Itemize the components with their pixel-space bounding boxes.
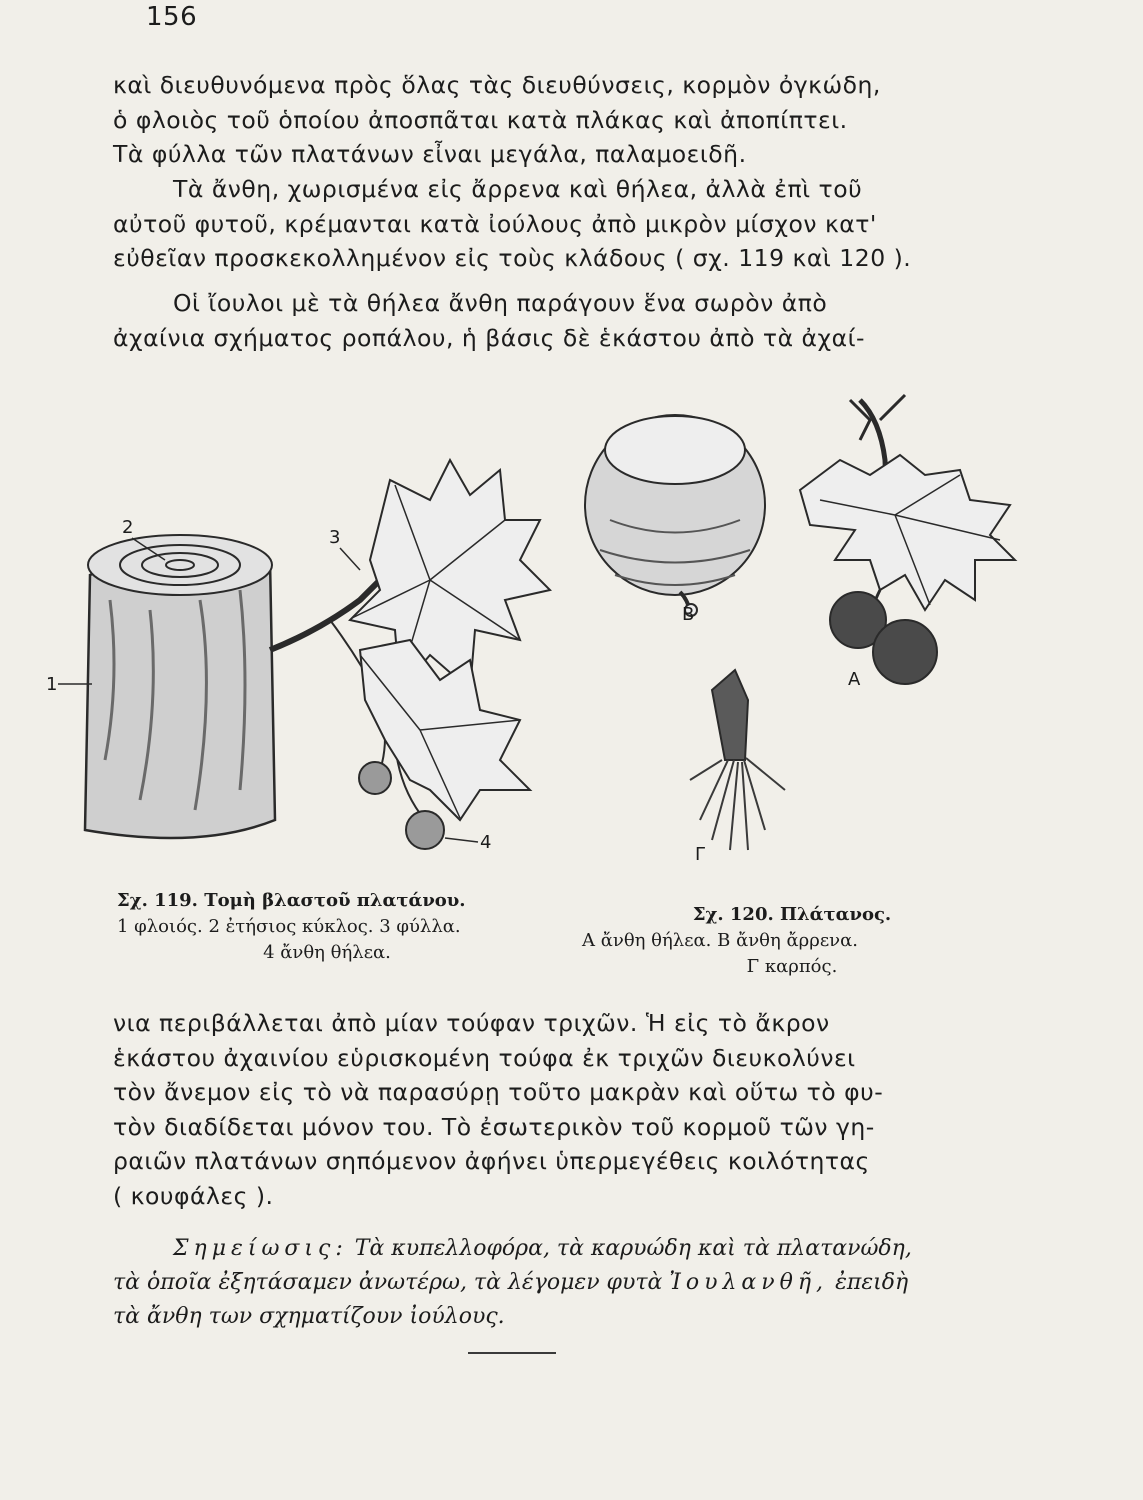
text-line: καὶ διευθυνόμενα πρὸς ὅλας τὰς διευθύνσεις, κορμὸν ὀγκώδη, <box>113 71 881 99</box>
text-line: Τὰ ἄνθη, χωρισμένα εἰς ἄρρενα καὶ θήλεα, ἀλλὰ ἐπὶ τοῦ <box>173 175 863 203</box>
note-line <box>113 1232 993 1266</box>
text-line: τὸν διαδίδεται μόνον του. Τὸ ἐσωτερικὸν τοῦ κορμοῦ τῶν γη- <box>113 1112 875 1141</box>
text-line: εὐθεῖαν προσκεκολλημένον εἰς τοὺς κλάδους ( σχ. 119 καὶ 120 ). <box>113 244 912 272</box>
text-line: ραιῶν πλατάνων σηπόμενον ἀφήνει ὑπερμεγέθεις κοιλότητας <box>113 1147 870 1175</box>
caption-line: Α ἄνθη θήλεα. Β ἄνθη ἄρρενα. <box>582 930 858 951</box>
text-line: ἑκάστου ἀχαινίου εὑρισκομένη τούφα ἐκ τριχῶν διευκολύνει <box>113 1043 856 1072</box>
text-line: ἀχαίνια σχήματος ροπάλου, ἡ βάσις δὲ ἑκάστου ἀπὸ τὰ ἀχαί- <box>113 323 866 352</box>
end-rule <box>468 1352 556 1354</box>
figure119-label-1: 1 <box>46 674 58 695</box>
figure119-label-2: 2 <box>122 517 134 538</box>
figure-120-caption <box>582 902 1002 980</box>
note-block <box>113 1232 993 1334</box>
male-flower-head-illustration <box>585 415 765 616</box>
text-line: ( κουφάλες ). <box>113 1181 274 1210</box>
note-label: Σημείωσις: <box>173 1236 348 1261</box>
figure119-label-3: 3 <box>329 527 341 548</box>
note-line <box>113 1266 993 1300</box>
paragraph-4 <box>113 1006 988 1213</box>
caption-line: 1 φλοιός. 2 ἐτήσιος κύκλος. 3 φύλλα. <box>117 916 461 937</box>
text-line: Τὰ φύλλα τῶν πλατάνων εἶναι μεγάλα, παλαμοειδῆ. <box>113 140 747 168</box>
note-line: τὰ ἄνθη των σχηματίζουν ἰούλους. <box>113 1304 505 1329</box>
figure120-label-g: Γ <box>695 844 706 865</box>
note-text: ἐπειδὴ <box>835 1270 909 1295</box>
text-line: ὁ φλοιὸς τοῦ ὁποίου ἀποσπᾶται κατὰ πλάκας καὶ ἀποπίπτει. <box>113 105 848 134</box>
plane-branch-illustration <box>800 395 1015 684</box>
figure120-label-a: Α <box>848 669 861 690</box>
text-line: τὸν ἄνεμον εἰς τὸ νὰ παρασύρῃ τοῦτο μακρὰν καὶ οὕτω τὸ φυ- <box>113 1078 884 1106</box>
note-text: Τὰ κυπελλοφόρα, τὰ καρυώδη καὶ τὰ πλατανώδη, <box>354 1236 912 1261</box>
text-line: νια περιβάλλεται ἀπὸ μίαν τούφαν τριχῶν. Ἡ εἰς τὸ ἄκρον <box>113 1009 830 1037</box>
figure-119-caption <box>117 888 537 966</box>
caption-line: 4 ἄνθη θήλεα. <box>263 942 391 963</box>
page-number: 156 <box>146 2 198 32</box>
caption-title: Σχ. 119. Τομὴ βλαστοῦ πλατάνου. <box>117 890 466 911</box>
caption-line: Γ καρπός. <box>746 956 838 977</box>
note-text: τὰ ὁποῖα ἐξητάσαμεν ἀνωτέρω, τὰ λέγομεν φυτὰ <box>113 1270 663 1295</box>
text-line: αὐτοῦ φυτοῦ, κρέμανται κατὰ ἰούλους ἀπὸ μικρὸν μίσχον κατ' <box>113 209 877 238</box>
figure119-label-4: 4 <box>480 832 492 853</box>
text-line: Οἱ ἴουλοι μὲ τὰ θήλεα ἄνθη παράγουν ἕνα σωρὸν ἀπὸ <box>173 289 828 317</box>
plane-fruit-illustration <box>690 670 785 850</box>
note-term: Ἰουλανθῆ, <box>669 1270 829 1295</box>
figure120-label-b: Β <box>682 604 695 625</box>
caption-title: Σχ. 120. Πλάτανος. <box>692 904 892 925</box>
